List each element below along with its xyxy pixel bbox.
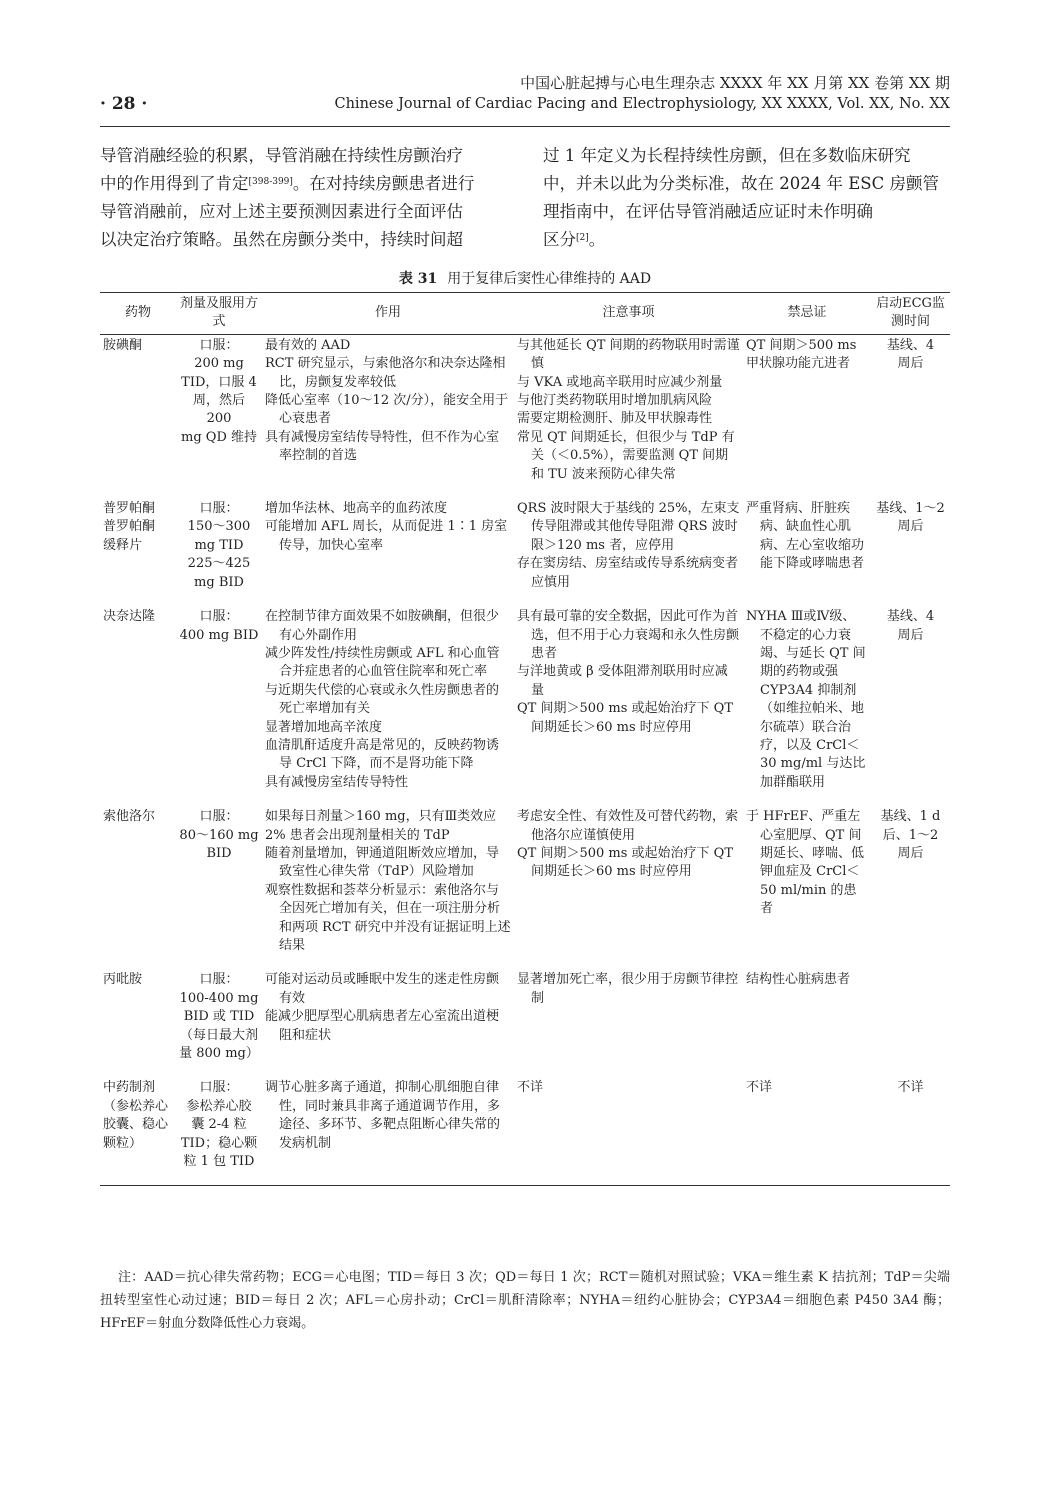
effects-cell: [262, 334, 514, 498]
table-row: [100, 606, 950, 806]
cell-line: QT 间期＞500 ms 或起始治疗下 QT 间期延长＞60 ms 时应停用: [517, 845, 733, 880]
header-cell: 药物: [100, 293, 176, 335]
drug-cell: [100, 334, 176, 498]
cell-line: 囊 2-4 粒: [191, 1117, 247, 1133]
cell-line: 不详: [517, 1080, 544, 1096]
cautions-cell: [514, 1077, 743, 1186]
cell-line: mg QD 维持: [181, 429, 257, 445]
page-number: · 28 ·: [100, 94, 148, 114]
effects-cell: [262, 806, 514, 969]
drug-cell: [100, 806, 176, 969]
cell-line: 能减少肥厚型心肌病患者左心室流出道梗阻和症状: [265, 1009, 500, 1043]
text-line: 导管消融经验的积累，导管消融在持续性房颤治疗: [100, 146, 463, 165]
dose-cell: [176, 1077, 262, 1186]
header-cell: 禁忌证: [743, 293, 871, 335]
cautions-cell: [514, 498, 743, 606]
cell-line: 量 800 mg）: [179, 1046, 259, 1062]
cautions-cell: [514, 806, 743, 969]
text-fragment: 。: [588, 230, 606, 249]
cell-line: 降低心室率（10～12 次/分），能安全用于心衰患者: [265, 393, 509, 427]
monitoring-cell: [871, 498, 950, 606]
cell-line: 如果每日剂量＞160 mg，只有Ⅲ类效应: [265, 809, 497, 825]
text-line: [100, 170, 507, 198]
cell-line: BID: [206, 845, 232, 861]
cell-line: 可能增加 AFL 周长，从而促进 1∶1 房室传导，加快心室率: [265, 519, 508, 553]
text-fragment: 区分: [543, 230, 576, 249]
monitoring-cell: [871, 969, 950, 1077]
cell-line: 基线、1 d: [880, 809, 941, 825]
cell-line: 口服：: [199, 1080, 239, 1096]
cautions-cell: [514, 606, 743, 806]
cell-line: 可能对运动员或睡眠中发生的迷走性房颤有效: [265, 972, 500, 1006]
cell-line: 后、1～2: [882, 827, 939, 843]
drug-table: [100, 292, 950, 1186]
cell-line: 决奈达隆: [103, 609, 156, 625]
cell-line: 周后: [897, 356, 924, 372]
journal-title-cn: 中国心脏起搏与心电生理杂志 XXXX 年 XX 月第 XX 卷第 XX 期: [520, 74, 950, 92]
text-line: 过 1 年定义为长程持续性房颤，但在多数临床研究: [543, 146, 911, 165]
cell-line: 周，然后 200: [192, 393, 245, 427]
contraindication-cell: [743, 606, 871, 806]
cell-line: 与其他延长 QT 间期的药物联用时需谨慎: [517, 337, 740, 372]
cell-line: 严重肾病、肝脏疾病、缺血性心肌病、左心室收缩功能下降或哮喘患者: [746, 501, 865, 572]
cell-line: 与 VKA 或地高辛联用时应减少剂量: [517, 374, 723, 390]
cell-line: 周后: [897, 627, 924, 643]
cell-line: mg TID: [194, 537, 244, 553]
right-column: [543, 142, 950, 254]
cell-line: 索他洛尔: [103, 809, 156, 825]
table-row: [100, 806, 950, 969]
cell-line: NYHA Ⅲ或Ⅳ级、不稳定的心力衰竭、与延长 QT 间期的药物或强 CYP3A4 抑制剂（如维拉帕米、地尔硫䓬）联合治疗，以及 CrCl＜30 mg/ml 与达比加群酯联用: [746, 609, 866, 790]
header-rule: [100, 126, 950, 127]
drug-cell: [100, 969, 176, 1077]
cell-line: 普罗帕酮: [103, 519, 156, 535]
drug-cell: [100, 1077, 176, 1186]
cell-line: 调节心脏多离子通道，抑制心肌细胞自律性，同时兼具非离子通道调节作用，多途径、多环节、多靶点阻断心律失常的发病机制: [265, 1080, 501, 1151]
cell-line: 丙吡胺: [103, 972, 143, 988]
cell-line: 口服：: [199, 501, 239, 517]
cell-line: 口服：: [199, 337, 239, 353]
page-header: [100, 72, 950, 124]
effects-cell: [262, 498, 514, 606]
contraindication-cell: [743, 969, 871, 1077]
journal-title-en: Chinese Journal of Cardiac Pacing and Electrophysiology, XX XXXX, Vol. XX, No. XX: [334, 96, 950, 112]
cell-line: 与近期失代偿的心衰或永久性房颤患者的死亡率增加有关: [265, 682, 500, 717]
text-line: 中，并未以此为分类标准，故在 2024 年 ESC 房颤管: [543, 174, 939, 193]
body-text: [100, 142, 950, 254]
cell-line: 显著增加地高辛浓度: [265, 719, 383, 735]
cell-line: 胶囊、稳心: [103, 1117, 169, 1133]
cell-line: 100-400 mg: [179, 990, 259, 1006]
citation: [398-399]: [248, 177, 293, 187]
cell-line: TID；稳心颗: [180, 1135, 258, 1151]
dose-cell: [176, 806, 262, 969]
cell-line: BID 或 TID: [183, 1009, 255, 1025]
drug-cell: [100, 606, 176, 806]
cell-line: 考虑安全性、有效性及可替代药物，索他洛尔应谨慎使用: [517, 809, 739, 843]
cell-line: QRS 波时限大于基线的 25%，左束支传导阻滞或其他传导阻滞 QRS 波时限＞120 ms 者，应停用: [517, 501, 740, 553]
cell-line: 周后: [897, 845, 924, 861]
cell-line: 在控制节律方面效果不如胺碘酮，但很少有心外副作用: [265, 609, 500, 643]
table-title: 用于复律后窦性心律维持的 AAD: [447, 271, 652, 287]
cell-line: 与他汀类药物联用时增加肌病风险: [517, 393, 713, 409]
text-fragment: 中的作用得到了肯定: [100, 174, 249, 193]
cell-line: mg BID: [194, 574, 244, 590]
cell-line: 225～425: [187, 556, 251, 572]
cell-line: 参松养心胶: [186, 1098, 252, 1114]
cell-line: 周后: [897, 519, 924, 535]
table-body: [100, 334, 950, 1186]
contraindication-cell: [743, 334, 871, 498]
monitoring-cell: [871, 806, 950, 969]
cell-line: （参松养心: [103, 1098, 169, 1114]
header-cell: 剂量及服用方式: [176, 293, 262, 335]
table-row: [100, 1077, 950, 1186]
cell-line: 血清肌酐适度升高是常见的，反映药物诱导 CrCl 下降，而不是肾功能下降: [265, 737, 500, 772]
left-column: [100, 142, 507, 254]
cell-line: 胺碘酮: [103, 337, 143, 353]
cell-line: 口服：: [199, 609, 239, 625]
cell-line: 400 mg BID: [179, 627, 259, 643]
cell-line: 最有效的 AAD: [265, 337, 351, 353]
cell-line: 需要定期检测肝、肺及甲状腺毒性: [517, 411, 713, 427]
contraindication-cell: [743, 498, 871, 606]
text-line: 以决定治疗策略。虽然在房颤分类中，持续时间超: [100, 230, 463, 249]
drug-cell: [100, 498, 176, 606]
table-notes: 注：AAD＝抗心律失常药物；ECG＝心电图；TID＝每日 3 次；QD＝每日 1 次；RCT＝随机对照试验；VKA＝维生素 K 拮抗剂；TdP＝尖端扭转型室性心动过速；BID＝每日 2 次；AFL＝心房扑动；CrCl＝肌酐清除率；NYHA＝纽约心脏协会；CYP3A4＝细胞色素 P450 3A4 酶；HFrEF＝射血分数降低性心力衰竭。: [100, 1270, 950, 1331]
cell-line: QT 间期＞500 ms 或起始治疗下 QT 间期延长＞60 ms 时应停用: [517, 701, 733, 735]
text-line: 理指南中，在评估导管消融适应证时未作明确: [543, 202, 873, 221]
cell-line: 于 HFrEF、严重左心室肥厚、QT 间期延长、哮喘、低钾血症及 CrCl＜50 ml/min 的患者: [746, 809, 865, 917]
dose-cell: [176, 969, 262, 1077]
cell-line: 普罗帕酮: [103, 501, 156, 517]
effects-cell: [262, 606, 514, 806]
cell-line: 减少阵发性/持续性房颤或 AFL 和心血管合并症患者的心血管住院率和死亡率: [265, 645, 500, 680]
cell-line: 增加华法林、地高辛的血药浓度: [265, 501, 448, 517]
cell-line: 80～160 mg: [179, 827, 259, 843]
header-cell: 注意事项: [514, 293, 743, 335]
table-row: [100, 334, 950, 498]
cell-line: 基线、4: [886, 609, 935, 625]
cell-line: 常见 QT 间期延长，但很少与 TdP 有关（＜0.5%），需要监测 QT 间期和 TU 波来预防心律失常: [517, 429, 735, 482]
text-fragment: 。在对持续房颤患者进行: [292, 174, 475, 193]
cell-line: 150～300: [187, 519, 251, 535]
cell-line: 具有最可靠的安全数据，因此可作为首选，但不用于心力衰竭和永久性房颤患者: [517, 609, 740, 661]
effects-cell: [262, 969, 514, 1077]
cell-line: 结构性心脏病患者: [746, 972, 851, 988]
cell-line: 随着剂量增加，钾通道阻断效应增加，导致室性心律失常（TdP）风险增加: [265, 845, 500, 880]
cell-line: QT 间期＞500 ms: [746, 337, 857, 353]
cell-line: 口服：: [199, 809, 239, 825]
cell-line: 200 mg: [194, 356, 244, 372]
cell-line: 显著增加死亡率，很少用于房颤节律控制: [517, 972, 739, 1006]
cell-line: 具有减慢房室结传导特性: [265, 774, 409, 790]
cell-line: 不详: [897, 1080, 924, 1096]
cell-line: 与洋地黄或 β 受体阻滞剂联用时应减量: [517, 664, 728, 698]
table-number: 表 31: [398, 271, 438, 287]
cell-line: 观察性数据和荟萃分析显示：索他洛尔与全因死亡增加有关，但在一项注册分析和两项 RCT 研究中并没有证据证明上述结果: [265, 882, 511, 953]
cell-line: 基线、4: [886, 337, 935, 353]
text-line: [543, 226, 950, 254]
monitoring-cell: [871, 606, 950, 806]
cautions-cell: [514, 334, 743, 498]
cell-line: （每日最大剂: [179, 1027, 258, 1043]
dose-cell: [176, 606, 262, 806]
cell-line: 中药制剂: [103, 1080, 156, 1096]
cell-line: 具有减慢房室结传导特性，但不作为心室率控制的首选: [265, 429, 500, 464]
dose-cell: [176, 498, 262, 606]
monitoring-cell: [871, 1077, 950, 1186]
header-cell: 作用: [262, 293, 514, 335]
cell-line: 口服：: [199, 972, 239, 988]
cell-line: 存在窦房结、房室结或传导系统病变者应慎用: [517, 556, 739, 590]
monitoring-cell: [871, 334, 950, 498]
contraindication-cell: [743, 1077, 871, 1186]
table-header-row: [100, 293, 950, 335]
table-caption: [100, 268, 950, 288]
cell-line: 缓释片: [103, 537, 143, 553]
dose-cell: [176, 334, 262, 498]
contraindication-cell: [743, 806, 871, 969]
table-row: [100, 969, 950, 1077]
table-row: [100, 498, 950, 606]
cell-line: 基线、1～2: [876, 501, 945, 517]
cell-line: 粒 1 包 TID: [183, 1154, 255, 1170]
cell-line: 2% 患者会出现剂量相关的 TdP: [265, 827, 450, 843]
cell-line: TID，口服 4: [181, 374, 257, 390]
cell-line: RCT 研究显示，与索他洛尔和决奈达隆相比，房颤复发率较低: [265, 356, 506, 390]
text-line: 导管消融前，应对上述主要预测因素进行全面评估: [100, 202, 463, 221]
header-cell: 启动ECG监测时间: [871, 293, 950, 335]
citation: [2]: [576, 233, 589, 243]
cell-line: 不详: [746, 1080, 773, 1096]
cell-line: 甲状腺功能亢进者: [746, 356, 851, 372]
cautions-cell: [514, 969, 743, 1077]
cell-line: 颗粒）: [103, 1135, 143, 1151]
effects-cell: [262, 1077, 514, 1186]
